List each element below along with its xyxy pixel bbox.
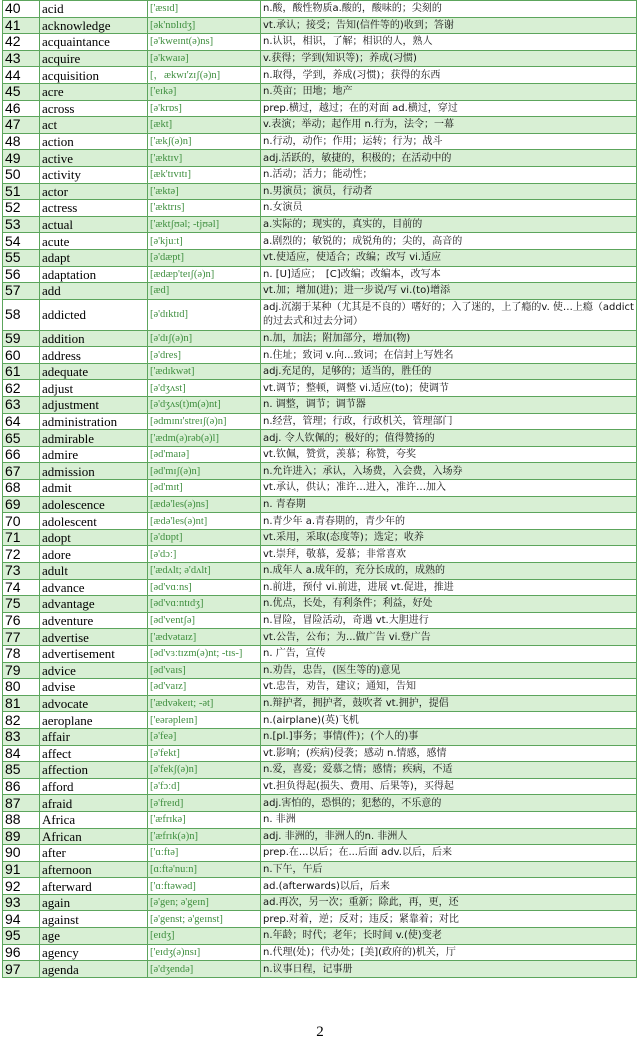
entry-number: 94 xyxy=(3,911,40,928)
entry-word: act xyxy=(40,117,148,134)
entry-word: affair xyxy=(40,728,148,745)
entry-word: Africa xyxy=(40,811,148,828)
entry-phonetic: [ɑːftə'nuːn] xyxy=(148,861,261,878)
entry-phonetic: [ə'krɒs] xyxy=(148,100,261,117)
entry-number: 66 xyxy=(3,446,40,463)
entry-number: 73 xyxy=(3,563,40,580)
entry-number: 54 xyxy=(3,233,40,250)
entry-word: advance xyxy=(40,579,148,596)
entry-phonetic: ['ædɪkwət] xyxy=(148,363,261,380)
entry-number: 74 xyxy=(3,579,40,596)
entry-meaning: n.冒险，冒险活动，奇遇 vt.大胆进行 xyxy=(261,612,637,629)
vocab-row xyxy=(3,150,637,167)
entry-word: agency xyxy=(40,944,148,961)
entry-meaning: a.剧烈的；敏锐的；成锐角的；尖的，高音的 xyxy=(261,233,637,250)
entry-word: adaptation xyxy=(40,266,148,283)
entry-meaning: vt.调节；整顿，调整 vi.适应(to)；使调节 xyxy=(261,380,637,397)
entry-number: 48 xyxy=(3,133,40,150)
entry-word: addicted xyxy=(40,299,148,330)
entry-phonetic: ['æktə] xyxy=(148,183,261,200)
entry-word: administration xyxy=(40,413,148,430)
entry-phonetic: ['eərəpleɪn] xyxy=(148,712,261,729)
entry-phonetic: ['æfrɪkə] xyxy=(148,811,261,828)
vocab-row xyxy=(3,480,637,497)
entry-word: adjustment xyxy=(40,397,148,414)
entry-number: 82 xyxy=(3,712,40,729)
vocab-row xyxy=(3,133,637,150)
entry-phonetic: [əd'vaɪz] xyxy=(148,679,261,696)
vocab-row xyxy=(3,961,637,978)
vocab-row xyxy=(3,183,637,200)
vocab-row xyxy=(3,596,637,613)
vocab-row xyxy=(3,380,637,397)
entry-phonetic: ['ædvətaɪz] xyxy=(148,629,261,646)
entry-phonetic: [ə'dʒendə] xyxy=(148,961,261,978)
entry-number: 60 xyxy=(3,347,40,364)
entry-meaning: ad.再次，另一次；重新；除此，再，更，还 xyxy=(261,894,637,911)
entry-number: 92 xyxy=(3,878,40,895)
entry-word: adolescent xyxy=(40,513,148,530)
entry-meaning: n. 广告，宣传 xyxy=(261,645,637,662)
entry-number: 52 xyxy=(3,200,40,217)
vocab-row xyxy=(3,811,637,828)
entry-phonetic: [əd'mɪʃ(ə)n] xyxy=(148,463,261,480)
entry-phonetic: ['ædʌlt; ə'dʌlt] xyxy=(148,563,261,580)
vocab-row xyxy=(3,695,637,712)
entry-number: 72 xyxy=(3,546,40,563)
entry-number: 76 xyxy=(3,612,40,629)
entry-number: 45 xyxy=(3,83,40,100)
entry-word: African xyxy=(40,828,148,845)
entry-word: admission xyxy=(40,463,148,480)
entry-phonetic: [ə'dæpt] xyxy=(148,249,261,266)
entry-meaning: adj. 非洲的，非洲人的n. 非洲人 xyxy=(261,828,637,845)
vocab-row xyxy=(3,100,637,117)
entry-phonetic: [əd'ventʃə] xyxy=(148,612,261,629)
entry-phonetic: [ə'genst; ə'geɪnst] xyxy=(148,911,261,928)
entry-number: 87 xyxy=(3,795,40,812)
vocab-row xyxy=(3,446,637,463)
entry-number: 64 xyxy=(3,413,40,430)
entry-meaning: vt.钦佩，赞赏，羡慕；称赞，夸奖 xyxy=(261,446,637,463)
entry-word: aeroplane xyxy=(40,712,148,729)
entry-meaning: n. [U]适应； [C]改编；改编本，改写本 xyxy=(261,266,637,283)
entry-number: 91 xyxy=(3,861,40,878)
vocab-row xyxy=(3,67,637,84)
entry-meaning: adj.沉溺于某种（尤其是不良的）嗜好的；入了迷的，上了瘾的v. 使…上瘾（addict的过去式和过去分词） xyxy=(261,299,637,330)
entry-meaning: n. 青春期 xyxy=(261,496,637,513)
entry-phonetic: ['ɑːftə] xyxy=(148,845,261,862)
entry-word: affect xyxy=(40,745,148,762)
entry-phonetic: ['æfrɪk(ə)n] xyxy=(148,828,261,845)
entry-word: across xyxy=(40,100,148,117)
entry-number: 89 xyxy=(3,828,40,845)
entry-word: admire xyxy=(40,446,148,463)
entry-phonetic: [æd] xyxy=(148,283,261,300)
vocab-row xyxy=(3,679,637,696)
vocab-row xyxy=(3,828,637,845)
entry-number: 97 xyxy=(3,961,40,978)
entry-number: 49 xyxy=(3,150,40,167)
entry-phonetic: [ə'dʒʌs(t)m(ə)nt] xyxy=(148,397,261,414)
entry-meaning: n.酸，酸性物质a.酸的，酸味的；尖刻的 xyxy=(261,1,637,18)
entry-meaning: n.英亩；田地；地产 xyxy=(261,83,637,100)
vocab-row xyxy=(3,216,637,233)
entry-number: 78 xyxy=(3,645,40,662)
vocab-row xyxy=(3,762,637,779)
vocab-row xyxy=(3,563,637,580)
vocab-row xyxy=(3,513,637,530)
vocab-row xyxy=(3,795,637,812)
vocab-row xyxy=(3,778,637,795)
vocab-row xyxy=(3,612,637,629)
vocab-row xyxy=(3,299,637,330)
entry-meaning: vt.公告，公布；为...做广告 vi.登广告 xyxy=(261,629,637,646)
entry-phonetic: [ə'dʒʌst] xyxy=(148,380,261,397)
entry-phonetic: [æk'tɪvɪtɪ] xyxy=(148,166,261,183)
entry-phonetic: ['æktɪv] xyxy=(148,150,261,167)
entry-word: afternoon xyxy=(40,861,148,878)
entry-meaning: n. 调整，调节；调节器 xyxy=(261,397,637,414)
vocab-row xyxy=(3,233,637,250)
vocab-row xyxy=(3,546,637,563)
vocab-row xyxy=(3,34,637,51)
entry-phonetic: [ækt] xyxy=(148,117,261,134)
entry-number: 75 xyxy=(3,596,40,613)
entry-phonetic: [əd'vɑːntɪdʒ] xyxy=(148,596,261,613)
entry-phonetic: [eɪdʒ] xyxy=(148,928,261,945)
entry-word: addition xyxy=(40,330,148,347)
entry-meaning: n.(airplane)(英)飞机 xyxy=(261,712,637,729)
entry-phonetic: [ə'dres] xyxy=(148,347,261,364)
entry-phonetic: [ə'fekt] xyxy=(148,745,261,762)
entry-number: 50 xyxy=(3,166,40,183)
entry-phonetic: ['ɑːftəwəd] xyxy=(148,878,261,895)
entry-word: advise xyxy=(40,679,148,696)
entry-word: acknowledge xyxy=(40,17,148,34)
entry-word: advocate xyxy=(40,695,148,712)
entry-word: age xyxy=(40,928,148,945)
vocab-row xyxy=(3,496,637,513)
entry-meaning: n.经营，管理；行政，行政机关，管理部门 xyxy=(261,413,637,430)
entry-word: active xyxy=(40,150,148,167)
entry-number: 93 xyxy=(3,894,40,911)
entry-meaning: adj.害怕的，恐惧的；犯愁的，不乐意的 xyxy=(261,795,637,812)
entry-word: activity xyxy=(40,166,148,183)
entry-word: advantage xyxy=(40,596,148,613)
entry-meaning: n.活动；活力；能动性； xyxy=(261,166,637,183)
vocab-row xyxy=(3,1,637,18)
vocab-row xyxy=(3,363,637,380)
entry-number: 40 xyxy=(3,1,40,18)
entry-number: 62 xyxy=(3,380,40,397)
entry-word: acre xyxy=(40,83,148,100)
entry-word: affection xyxy=(40,762,148,779)
entry-word: advertisement xyxy=(40,645,148,662)
entry-word: after xyxy=(40,845,148,862)
entry-meaning: n.年龄；时代；老年；长时间 v.(使)变老 xyxy=(261,928,637,945)
entry-phonetic: [ə'fekʃ(ə)n] xyxy=(148,762,261,779)
vocab-row xyxy=(3,17,637,34)
entry-phonetic: [ædə'les(ə)ns] xyxy=(148,496,261,513)
entry-phonetic: [ə'kweɪnt(ə)ns] xyxy=(148,34,261,51)
entry-phonetic: [ə'gen; ə'geɪn] xyxy=(148,894,261,911)
entry-meaning: n.爱，喜爱；爱慕之情；感情；疾病，不适 xyxy=(261,762,637,779)
entry-phonetic: [，ækwɪ'zɪʃ(ə)n] xyxy=(148,67,261,84)
entry-number: 61 xyxy=(3,363,40,380)
entry-phonetic: [ək'nɒlɪdʒ] xyxy=(148,17,261,34)
entry-word: afford xyxy=(40,778,148,795)
entry-meaning: n.允许进入；承认，入场费，入会费，入场券 xyxy=(261,463,637,480)
entry-word: adapt xyxy=(40,249,148,266)
entry-number: 63 xyxy=(3,397,40,414)
entry-meaning: vt.加；增加(进)；进一步说/写 vi.(to)增添 xyxy=(261,283,637,300)
entry-meaning: vt.崇拜，敬慕，爱慕；非常喜欢 xyxy=(261,546,637,563)
vocab-row xyxy=(3,745,637,762)
entry-word: actress xyxy=(40,200,148,217)
vocab-row xyxy=(3,117,637,134)
vocab-row xyxy=(3,629,637,646)
entry-phonetic: [əd'maɪə] xyxy=(148,446,261,463)
entry-phonetic: ['æsɪd] xyxy=(148,1,261,18)
entry-word: again xyxy=(40,894,148,911)
entry-phonetic: [əd'vɜːtɪzm(ə)nt; -tɪs-] xyxy=(148,645,261,662)
entry-meaning: prep.在...以后；在...后面 adv.以后，后来 xyxy=(261,845,637,862)
entry-meaning: n.[pl.]事务；事情(件)；(个人的)事 xyxy=(261,728,637,745)
entry-phonetic: ['ækʃ(ə)n] xyxy=(148,133,261,150)
vocab-row xyxy=(3,579,637,596)
entry-meaning: vt.忠告，劝告，建议；通知，告知 xyxy=(261,679,637,696)
entry-word: advice xyxy=(40,662,148,679)
entry-meaning: n.住址；致词 v.向...致词；在信封上写姓名 xyxy=(261,347,637,364)
entry-word: acquaintance xyxy=(40,34,148,51)
entry-meaning: n. 非洲 xyxy=(261,811,637,828)
entry-word: address xyxy=(40,347,148,364)
vocab-row xyxy=(3,861,637,878)
entry-word: adequate xyxy=(40,363,148,380)
vocab-row xyxy=(3,83,637,100)
entry-meaning: vt.采用，采取(态度等)；选定；收养 xyxy=(261,529,637,546)
entry-number: 86 xyxy=(3,778,40,795)
entry-word: admit xyxy=(40,480,148,497)
entry-number: 68 xyxy=(3,480,40,497)
entry-phonetic: [ə'kjuːt] xyxy=(148,233,261,250)
entry-meaning: n.优点，长处，有利条件；利益，好处 xyxy=(261,596,637,613)
entry-meaning: v.获得；学到(知识等)；养成(习惯) xyxy=(261,50,637,67)
entry-number: 95 xyxy=(3,928,40,945)
vocab-row xyxy=(3,413,637,430)
entry-meaning: n.认识，相识，了解；相识的人，熟人 xyxy=(261,34,637,51)
entry-number: 70 xyxy=(3,513,40,530)
entry-meaning: adj.活跃的，敏捷的，积极的；在活动中的 xyxy=(261,150,637,167)
entry-meaning: vt.使适应，使适合；改编；改写 vi.适应 xyxy=(261,249,637,266)
entry-number: 59 xyxy=(3,330,40,347)
entry-number: 84 xyxy=(3,745,40,762)
entry-meaning: a.实际的；现实的，真实的，目前的 xyxy=(261,216,637,233)
entry-meaning: vt.影响；(疾病)侵袭；感动 n.情感，感情 xyxy=(261,745,637,762)
vocab-row xyxy=(3,928,637,945)
entry-number: 67 xyxy=(3,463,40,480)
entry-meaning: n.前进，预付 vi.前进，进展 vt.促进，推进 xyxy=(261,579,637,596)
entry-meaning: prep.横过，越过；在的对面 ad.横过，穿过 xyxy=(261,100,637,117)
entry-number: 56 xyxy=(3,266,40,283)
entry-word: adjust xyxy=(40,380,148,397)
entry-word: adult xyxy=(40,563,148,580)
vocab-row xyxy=(3,200,637,217)
vocab-row xyxy=(3,529,637,546)
entry-word: add xyxy=(40,283,148,300)
entry-meaning: n.议事日程，记事册 xyxy=(261,961,637,978)
entry-word: adopt xyxy=(40,529,148,546)
vocab-row xyxy=(3,894,637,911)
entry-number: 51 xyxy=(3,183,40,200)
entry-number: 58 xyxy=(3,299,40,330)
entry-number: 42 xyxy=(3,34,40,51)
entry-word: against xyxy=(40,911,148,928)
entry-meaning: n.代理(处)；代办处；[美](政府的)机关，厅 xyxy=(261,944,637,961)
entry-word: action xyxy=(40,133,148,150)
entry-meaning: n.男演员；演员，行动者 xyxy=(261,183,637,200)
entry-meaning: n.青少年 a.青春期的，青少年的 xyxy=(261,513,637,530)
entry-number: 46 xyxy=(3,100,40,117)
entry-word: advertise xyxy=(40,629,148,646)
entry-number: 44 xyxy=(3,67,40,84)
vocab-row xyxy=(3,645,637,662)
entry-number: 55 xyxy=(3,249,40,266)
entry-word: adore xyxy=(40,546,148,563)
vocab-row xyxy=(3,249,637,266)
vocab-row xyxy=(3,911,637,928)
vocab-row xyxy=(3,728,637,745)
entry-number: 41 xyxy=(3,17,40,34)
vocabulary-table-body xyxy=(3,1,637,978)
entry-word: acute xyxy=(40,233,148,250)
entry-phonetic: ['æktrɪs] xyxy=(148,200,261,217)
entry-meaning: prep.对着，逆；反对；违反；紧靠着；对比 xyxy=(261,911,637,928)
entry-phonetic: ['ædm(ə)rəb(ə)l] xyxy=(148,430,261,447)
entry-word: adventure xyxy=(40,612,148,629)
entry-number: 88 xyxy=(3,811,40,828)
entry-phonetic: [əd'mɪt] xyxy=(148,480,261,497)
entry-meaning: n.劝告，忠告，(医生等的)意见 xyxy=(261,662,637,679)
entry-meaning: vt.承认；接受；告知(信件等的)收到；答谢 xyxy=(261,17,637,34)
entry-phonetic: [ə'dɪʃ(ə)n] xyxy=(148,330,261,347)
entry-meaning: n.行动，动作；作用；运转；行为；战斗 xyxy=(261,133,637,150)
entry-number: 96 xyxy=(3,944,40,961)
entry-meaning: n.辩护者，拥护者，鼓吹者 vt.拥护，提倡 xyxy=(261,695,637,712)
entry-number: 43 xyxy=(3,50,40,67)
entry-phonetic: [ə'fɔːd] xyxy=(148,778,261,795)
entry-word: actual xyxy=(40,216,148,233)
entry-word: actor xyxy=(40,183,148,200)
vocab-row xyxy=(3,397,637,414)
vocab-row xyxy=(3,712,637,729)
entry-phonetic: [ə'freɪd] xyxy=(148,795,261,812)
entry-phonetic: [əd'vaɪs] xyxy=(148,662,261,679)
entry-word: acquisition xyxy=(40,67,148,84)
vocab-row xyxy=(3,944,637,961)
entry-meaning: n.成年人 a.成年的，充分长成的，成熟的 xyxy=(261,563,637,580)
entry-number: 47 xyxy=(3,117,40,134)
entry-phonetic: ['eɪkə] xyxy=(148,83,261,100)
entry-number: 77 xyxy=(3,629,40,646)
entry-number: 69 xyxy=(3,496,40,513)
vocab-row xyxy=(3,878,637,895)
entry-meaning: vt.承认，供认；准许…进入，准许…加入 xyxy=(261,480,637,497)
entry-phonetic: ['eɪdʒ(ə)nsɪ] xyxy=(148,944,261,961)
entry-number: 85 xyxy=(3,762,40,779)
entry-number: 57 xyxy=(3,283,40,300)
entry-phonetic: [ə'kwaɪə] xyxy=(148,50,261,67)
entry-phonetic: ['æktʃʊəl; -tjʊəl] xyxy=(148,216,261,233)
entry-number: 65 xyxy=(3,430,40,447)
entry-number: 71 xyxy=(3,529,40,546)
entry-word: acid xyxy=(40,1,148,18)
entry-phonetic: [ədmɪnɪ'streɪʃ(ə)n] xyxy=(148,413,261,430)
entry-meaning: n.取得，学到，养成(习惯)；获得的东西 xyxy=(261,67,637,84)
entry-meaning: vt.担负得起(损失、费用、后果等)，买得起 xyxy=(261,778,637,795)
vocab-row xyxy=(3,166,637,183)
entry-word: agenda xyxy=(40,961,148,978)
entry-number: 90 xyxy=(3,845,40,862)
entry-meaning: n.女演员 xyxy=(261,200,637,217)
entry-phonetic: [ə'dɪktɪd] xyxy=(148,299,261,330)
entry-number: 80 xyxy=(3,679,40,696)
entry-word: acquire xyxy=(40,50,148,67)
vocab-row xyxy=(3,50,637,67)
entry-word: admirable xyxy=(40,430,148,447)
entry-meaning: n.加，加法；附加部分，增加(物) xyxy=(261,330,637,347)
entry-phonetic: [ə'feə] xyxy=(148,728,261,745)
entry-phonetic: [ə'dɔː] xyxy=(148,546,261,563)
entry-phonetic: [əd'vɑːns] xyxy=(148,579,261,596)
vocab-row xyxy=(3,463,637,480)
vocab-row xyxy=(3,283,637,300)
entry-word: afterward xyxy=(40,878,148,895)
entry-meaning: n.下午，午后 xyxy=(261,861,637,878)
entry-word: afraid xyxy=(40,795,148,812)
entry-phonetic: ['ædvəkeɪt; -ət] xyxy=(148,695,261,712)
page-number: 2 xyxy=(316,1024,324,1040)
entry-number: 83 xyxy=(3,728,40,745)
entry-meaning: adj. 令人钦佩的；极好的；值得赞扬的 xyxy=(261,430,637,447)
entry-phonetic: [ə'dɒpt] xyxy=(148,529,261,546)
entry-number: 79 xyxy=(3,662,40,679)
entry-meaning: adj.充足的，足够的；适当的，胜任的 xyxy=(261,363,637,380)
vocab-row xyxy=(3,266,637,283)
vocab-row xyxy=(3,845,637,862)
vocabulary-table xyxy=(2,0,637,978)
entry-word: adolescence xyxy=(40,496,148,513)
entry-meaning: v.表演；举动；起作用 n.行为，法令；一幕 xyxy=(261,117,637,134)
entry-phonetic: [ædæp'teɪʃ(ə)n] xyxy=(148,266,261,283)
vocab-row xyxy=(3,347,637,364)
vocab-row xyxy=(3,662,637,679)
vocab-row xyxy=(3,430,637,447)
entry-number: 81 xyxy=(3,695,40,712)
entry-number: 53 xyxy=(3,216,40,233)
entry-meaning: ad.(afterwards)以后，后来 xyxy=(261,878,637,895)
vocab-row xyxy=(3,330,637,347)
entry-phonetic: [ædə'les(ə)nt] xyxy=(148,513,261,530)
